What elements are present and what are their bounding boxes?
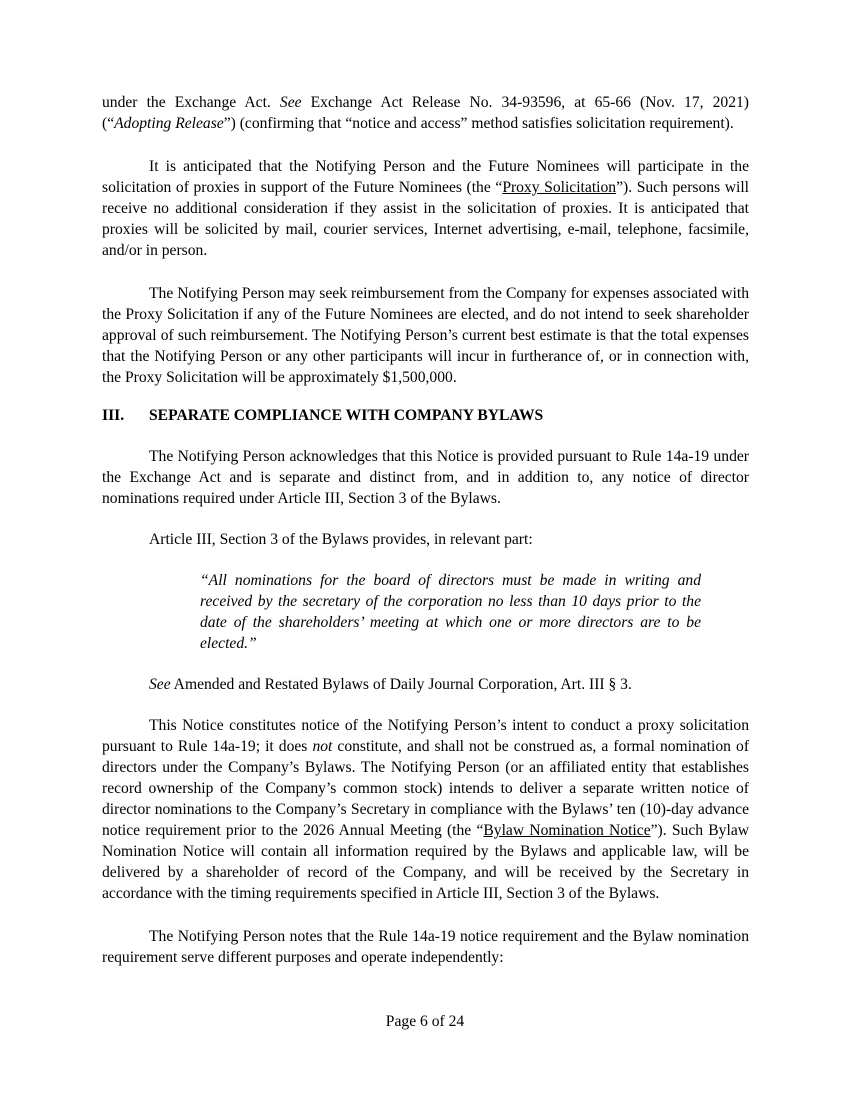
text-run: This Notice constitutes notice of the Notifying Person’s intent to conduct a proxy solicitation pursuant to Rule 14a-19; it does xyxy=(102,717,749,755)
section-number: III. xyxy=(102,407,125,424)
text-run: under the Exchange Act. xyxy=(102,94,280,111)
text-run: It is anticipated that the Notifying Person and the Future Nominees will participate in the solicitation of proxies in support of the Future Nominees (the “ xyxy=(102,158,749,196)
section-heading xyxy=(102,405,749,426)
defined-term-bylaw-nomination-notice: Bylaw Nomination Notice xyxy=(483,822,651,839)
paragraph-citation xyxy=(102,674,749,695)
page-number: Page 6 of 24 xyxy=(385,1013,465,1030)
text-run: ”) (confirming that “notice and access” method satisfies solicitation requirement). xyxy=(223,115,734,132)
text-run: ”). Such Bylaw Nomination Notice will contain all information required by the Bylaws and applicable law, will be delivered by a shareholder of record of the Company, and will be received by the Secretary in accordance with the timing requirements specified in Article III, Section 3 of the Bylaws. xyxy=(102,822,749,902)
bylaw-quote: “All nominations for the board of directors must be made in writing and received by the secretary of the corporation no less than 10 days prior to the date of the shareholders’ meeting at which one or more directors are to be elected.” xyxy=(200,572,701,652)
italic-defined-term: Adopting Release xyxy=(114,115,224,132)
text-run: constitute, and shall not be construed as, a formal nomination of directors under the Company’s Bylaws. The Notifying Person (or an affiliated entity that establishes record ownership of the Company’s common stock) intends to deliver a separate written notice of director nominations to the Company’s Secretary in compliance with the Bylaws’ ten (10)-day advance notice requirement prior to the 2026 Annual Meeting (the “ xyxy=(102,738,750,839)
paragraph-proxy-solicitation xyxy=(102,156,749,261)
paragraph-independent-requirements: The Notifying Person notes that the Rule 14a-19 notice requirement and the Bylaw nomination requirement serve different purposes and operate independently: xyxy=(102,928,749,966)
italic-see: See xyxy=(149,676,171,693)
defined-term-proxy-solicitation: Proxy Solicitation xyxy=(502,179,617,196)
document-page xyxy=(102,92,749,968)
paragraph-reimbursement: The Notifying Person may seek reimbursement from the Company for expenses associated with the Proxy Solicitation if any of the Future Nominees are elected, and do not intend to seek shareholder approval of such reimbursement. The Notifying Person’s current best estimate is that the total expenses that the Notifying Person or any other participants will incur in furtherance of, or in connection with, the Proxy Solicitation will be approximately $1,500,000. xyxy=(102,285,749,386)
italic-see: See xyxy=(279,94,302,111)
section-title: SEPARATE COMPLIANCE WITH COMPANY BYLAWS xyxy=(149,407,544,424)
text-run: Exchange Act Release No. 34-93596, at 65-66 (Nov. 17, 2021) (“ xyxy=(102,94,750,132)
text-run: Amended and Restated Bylaws of Daily Journal Corporation, Art. III § 3. xyxy=(170,676,632,693)
paragraph-continuation xyxy=(102,92,749,134)
italic-not: not xyxy=(312,738,333,755)
paragraph-article-intro: Article III, Section 3 of the Bylaws provides, in relevant part: xyxy=(149,531,533,548)
paragraph-acknowledgement: The Notifying Person acknowledges that this Notice is provided pursuant to Rule 14a-19 under the Exchange Act and is separate and distinct from, and in addition to, any notice of director nominations required under Article III, Section 3 of the Bylaws. xyxy=(102,448,749,507)
text-run: ”). Such persons will receive no additional consideration if they assist in the solicitation of proxies. It is anticipated that proxies will be solicited by mail, courier services, Internet advertising, e-mail, telephone, facsimile, and/or in person. xyxy=(102,179,749,259)
paragraph-notice-constitutes xyxy=(102,715,749,904)
